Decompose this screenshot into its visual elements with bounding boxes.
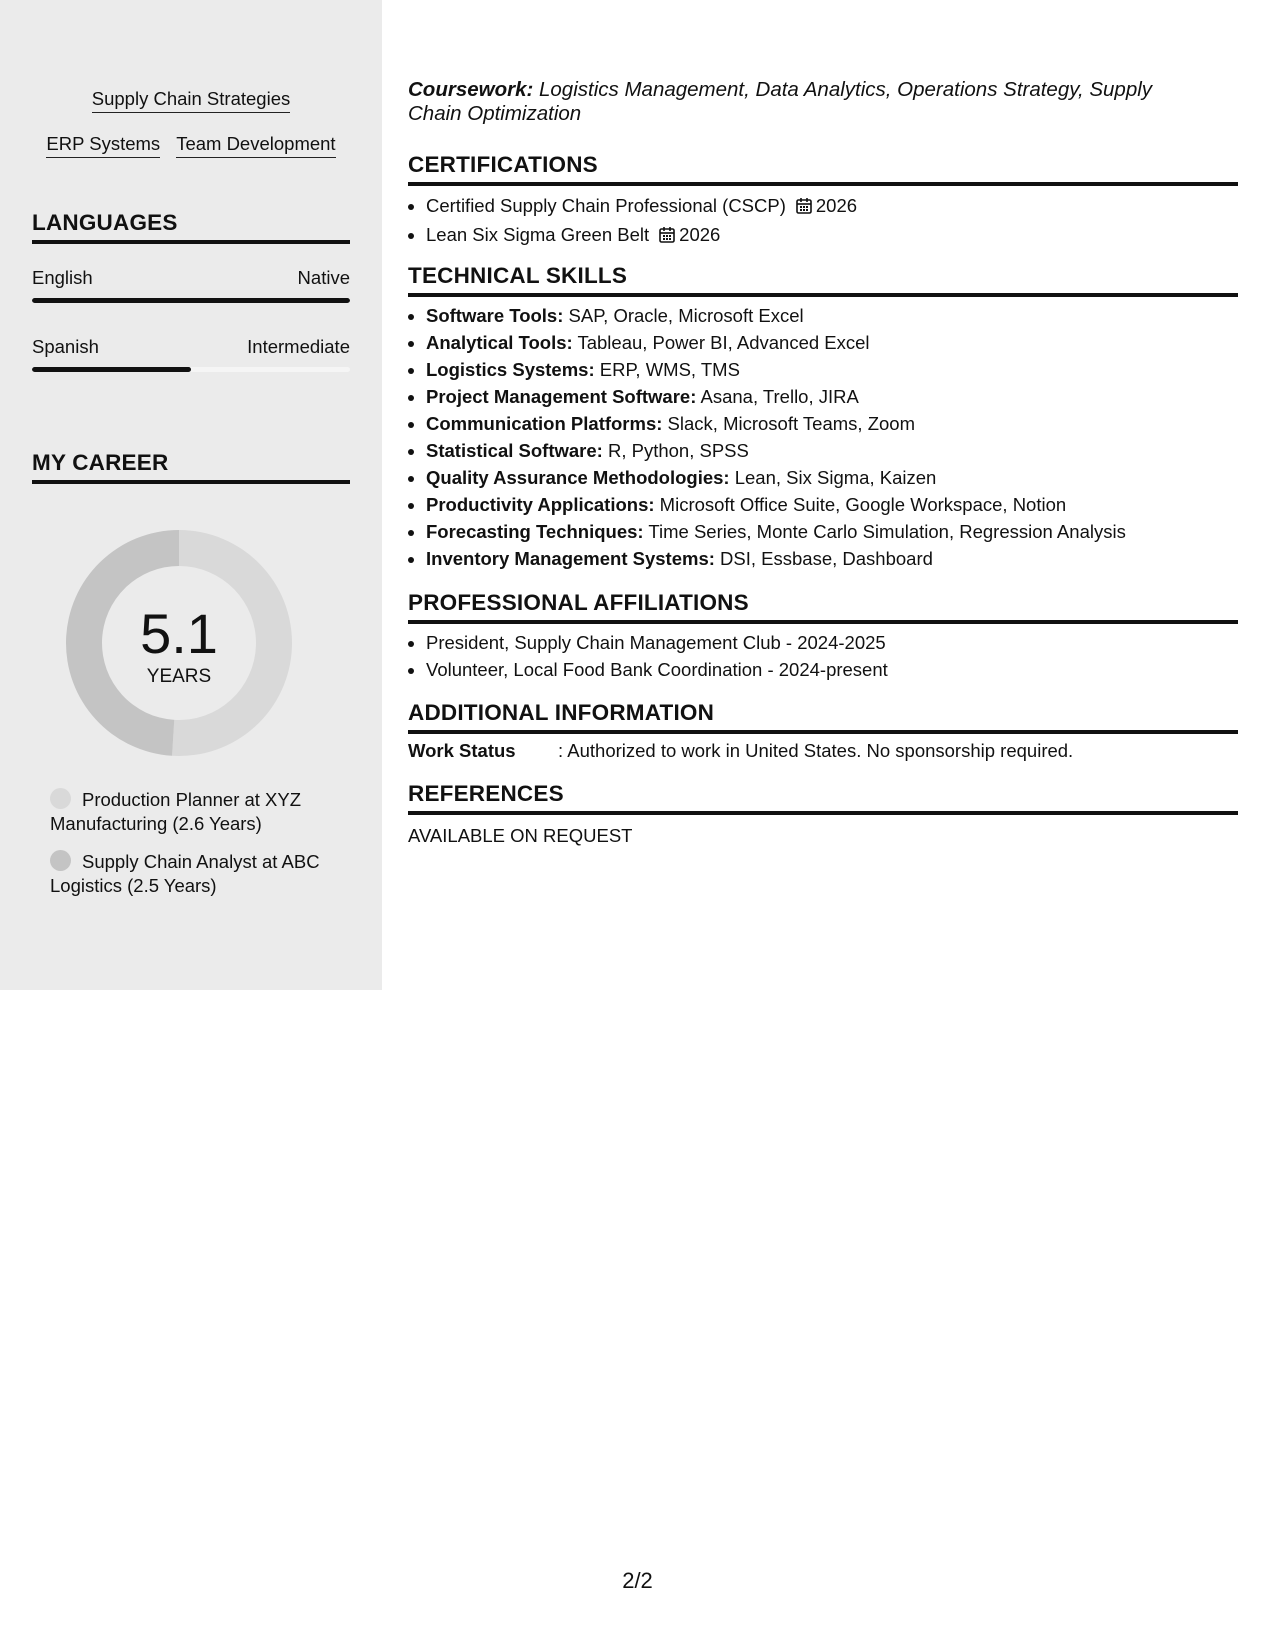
technical-skill-value: SAP, Oracle, Microsoft Excel: [563, 305, 804, 326]
technical-skill-label: Communication Platforms:: [426, 413, 663, 434]
language-bar-spanish: [32, 367, 350, 372]
language-row-english: [32, 267, 350, 289]
technical-skill-label: Software Tools:: [426, 305, 564, 326]
technical-skill-value: Lean, Six Sigma, Kaizen: [729, 467, 937, 488]
sidebar: [0, 0, 382, 990]
language-level: Native: [297, 267, 350, 288]
coursework: [408, 78, 1208, 126]
technical-skill-value: Asana, Trello, JIRA: [696, 386, 859, 407]
legend-dot: [50, 850, 71, 871]
technical-skill-value: Microsoft Office Suite, Google Workspace, Notion: [654, 494, 1067, 515]
language-row-spanish: [32, 336, 350, 358]
career-unit: YEARS: [146, 666, 212, 687]
technical-skill-item: [426, 329, 1126, 356]
language-bar-fill: [32, 298, 350, 303]
technical-skill-value: DSI, Essbase, Dashboard: [714, 548, 933, 569]
work-status-label: Work Status: [408, 740, 516, 761]
technical-skill-item: [426, 545, 1126, 572]
certification-year: 2026: [815, 195, 858, 216]
career-donut-chart: [66, 530, 292, 756]
technical-skill-item: [426, 437, 1126, 464]
technical-skills-list: [408, 302, 1126, 572]
technical-skill-label: Analytical Tools:: [426, 332, 573, 353]
technical-skill-label: Inventory Management Systems:: [426, 548, 715, 569]
technical-skill-item: [426, 464, 1126, 491]
calendar-icon: [659, 223, 675, 250]
technical-skill-item: [426, 491, 1126, 518]
career-legend-item-2: [50, 850, 350, 898]
languages-heading: LANGUAGES: [32, 210, 350, 244]
language-bar-english: [32, 298, 350, 303]
technical-skill-item: [426, 302, 1126, 329]
certifications-list: [408, 192, 857, 250]
certification-item: [426, 221, 857, 250]
work-status-value: : Authorized to work in United States. No sponsorship required.: [558, 740, 1074, 761]
language-name: Spanish: [32, 336, 99, 357]
technical-skills-heading: TECHNICAL SKILLS: [408, 263, 1238, 297]
references-text: AVAILABLE ON REQUEST: [408, 825, 633, 846]
page-number: 2/2: [622, 1568, 653, 1593]
affiliation-item: • President, Supply Chain Management Club - 2024-2025: [426, 629, 888, 656]
affiliations-list: [408, 629, 888, 683]
skills-row-1: [0, 88, 382, 113]
technical-skill-label: Quality Assurance Methodologies:: [426, 467, 730, 488]
technical-skill-item: [426, 410, 1126, 437]
calendar-icon: [796, 194, 812, 221]
technical-skill-item: [426, 518, 1126, 545]
skill-tag: ERP Systems: [46, 133, 160, 158]
affiliations-heading: PROFESSIONAL AFFILIATIONS: [408, 590, 1238, 624]
work-status-row: [408, 740, 1073, 762]
technical-skill-item: [426, 383, 1126, 410]
technical-skill-value: ERP, WMS, TMS: [594, 359, 740, 380]
career-total-years: 5.1: [140, 602, 218, 665]
technical-skill-value: Slack, Microsoft Teams, Zoom: [662, 413, 915, 434]
coursework-label: Coursework:: [408, 78, 534, 101]
certification-name: Lean Six Sigma Green Belt: [426, 224, 650, 245]
certifications-heading: CERTIFICATIONS: [408, 152, 1238, 186]
technical-skill-value: Time Series, Monte Carlo Simulation, Regression Analysis: [643, 521, 1126, 542]
additional-info-heading: ADDITIONAL INFORMATION: [408, 700, 1238, 734]
technical-skill-label: Logistics Systems:: [426, 359, 595, 380]
certification-item: [426, 192, 857, 221]
language-name: English: [32, 267, 93, 288]
coursework-text: Logistics Management, Data Analytics, Operations Strategy, Supply Chain Optimization: [408, 78, 1153, 125]
certification-year: 2026: [679, 224, 721, 245]
career-heading: MY CAREER: [32, 450, 350, 484]
technical-skill-value: Tableau, Power BI, Advanced Excel: [572, 332, 870, 353]
career-legend-label: Production Planner at XYZ Manufacturing (2.6 Years): [50, 789, 302, 834]
language-level: Intermediate: [247, 336, 350, 357]
skills-row-2: [0, 133, 382, 158]
technical-skill-label: Project Management Software:: [426, 386, 697, 407]
career-legend-label: Supply Chain Analyst at ABC Logistics (2.5 Years): [50, 851, 320, 896]
technical-skill-label: Forecasting Techniques:: [426, 521, 644, 542]
technical-skill-label: Productivity Applications:: [426, 494, 655, 515]
certification-name: Certified Supply Chain Professional (CSCP): [426, 195, 786, 216]
references-heading: REFERENCES: [408, 781, 1238, 815]
technical-skill-label: Statistical Software:: [426, 440, 603, 461]
skill-tag: Supply Chain Strategies: [92, 88, 290, 113]
technical-skill-value: R, Python, SPSS: [602, 440, 749, 461]
legend-dot: [50, 788, 71, 809]
career-legend-item-1: [50, 788, 350, 836]
language-bar-fill: [32, 367, 191, 372]
technical-skill-item: [426, 356, 1126, 383]
affiliation-item: • Volunteer, Local Food Bank Coordination - 2024-present: [426, 656, 888, 683]
skill-tag: Team Development: [176, 133, 335, 158]
